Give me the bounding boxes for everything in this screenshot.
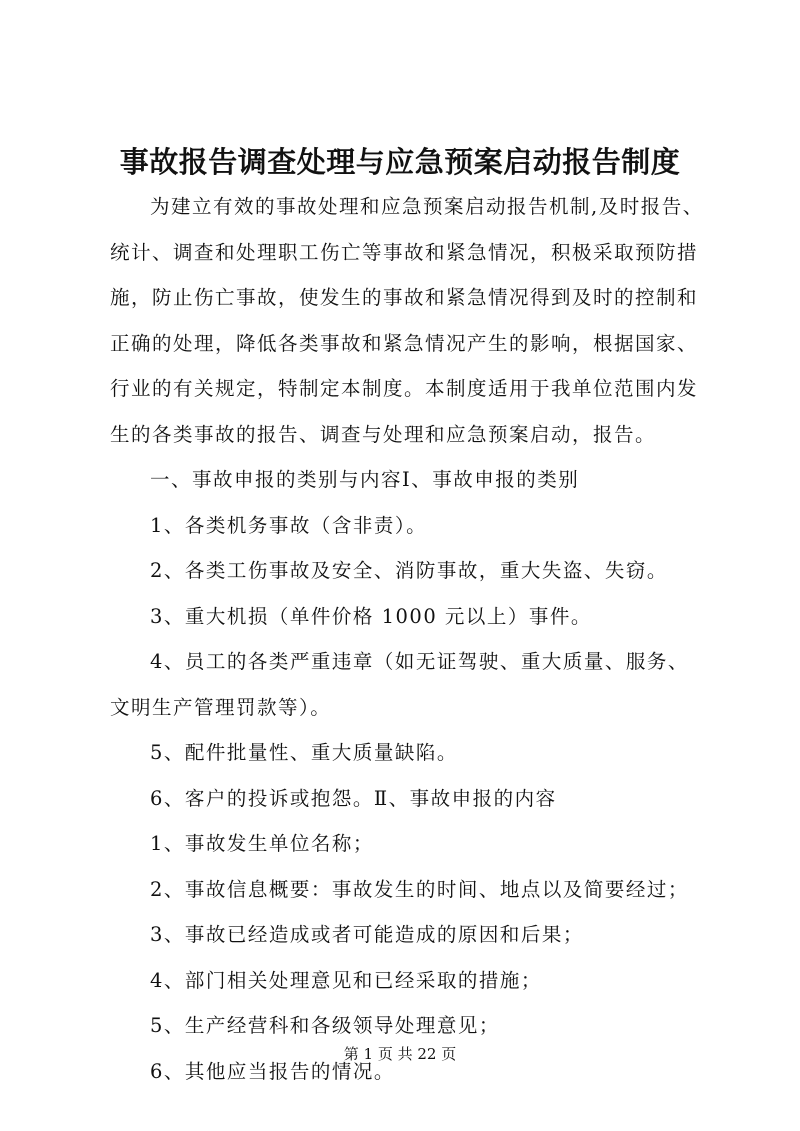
page-number-footer: 第 1 页 共 22 页 <box>343 1045 457 1063</box>
document-body <box>110 184 714 1094</box>
intro-line: 统计、调查和处理职工伤亡等事故和紧急情况，积极采取预防措 <box>110 240 699 264</box>
category-item: 6、客户的投诉或抱怨。Ⅱ、事故申报的内容 <box>150 786 557 810</box>
category-item-continuation: 文明生产管理罚款等）。 <box>110 695 332 719</box>
category-item: 3、重大机损（单件价格 1000 元以上）事件。 <box>150 604 592 628</box>
content-item: 6、其他应当报告的情况。 <box>150 1059 395 1083</box>
category-item: 5、配件批量性、重大质量缺陷。 <box>150 741 458 764</box>
content-item: 4、部门相关处理意见和已经采取的措施； <box>150 968 542 992</box>
category-item: 2、各类工伤事故及安全、消防事故，重大失盗、失窃。 <box>150 559 668 582</box>
content-item: 5、生产经营科和各级领导处理意见； <box>150 1014 500 1037</box>
document-title: 事故报告调查处理与应急预案启动报告制度 <box>119 145 681 179</box>
content-item: 2、事故信息概要：事故发生的时间、地点以及简要经过； <box>150 877 689 901</box>
category-item: 4、员工的各类严重违章（如无证驾驶、重大质量、服务、 <box>150 650 689 673</box>
intro-line: 行业的有关规定，特制定本制度。本制度适用于我单位范围内发 <box>110 377 699 400</box>
intro-line: 为建立有效的事故处理和应急预案启动报告机制,及时报告、 <box>150 195 704 218</box>
section-heading: 一、事故申报的类别与内容Ⅰ、事故申报的类别 <box>150 468 580 491</box>
category-item: 1、各类机务事故（含非责）。 <box>150 513 428 537</box>
intro-line: 施，防止伤亡事故，使发生的事故和紧急情况得到及时的控制和 <box>110 286 699 309</box>
intro-line: 生的各类事故的报告、调查与处理和应急预案启动，报告。 <box>110 422 657 446</box>
intro-line: 正确的处理，降低各类事故和紧急情况产生的影响，根据国家、 <box>110 331 699 355</box>
content-item: 1、事故发生单位名称； <box>150 832 374 855</box>
content-item: 3、事故已经造成或者可能造成的原因和后果； <box>150 923 584 946</box>
